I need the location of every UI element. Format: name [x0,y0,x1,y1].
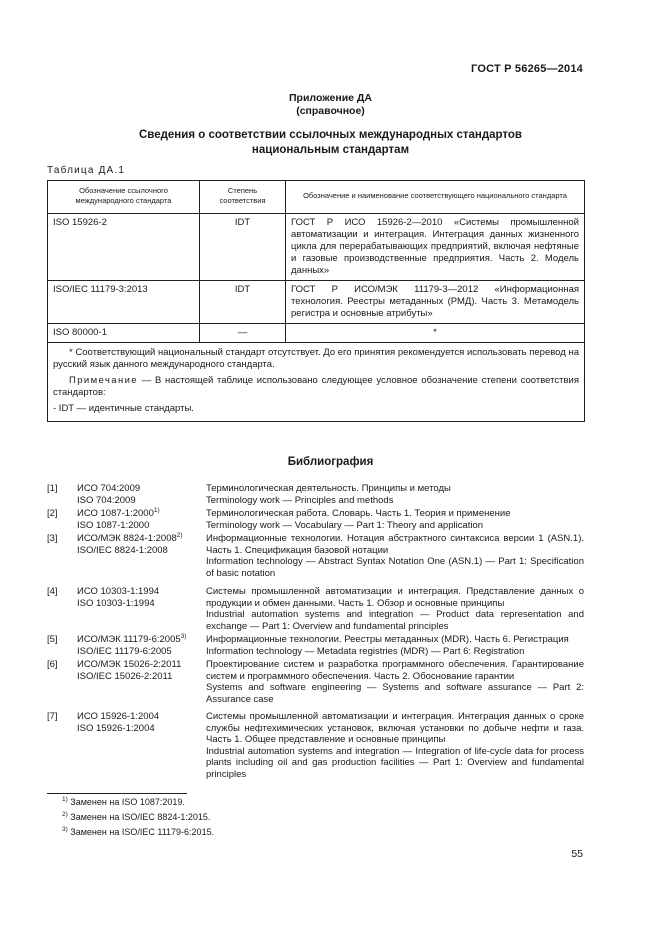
note-text: — В настоящей таблице использовано следующее условное обозначение степени соответствия стандартов: [53,375,579,398]
note-item: - IDT — идентичные стандарты. [53,403,194,414]
table-header-row [48,181,585,214]
entry-number: [3] [47,533,58,544]
table-note [53,375,579,399]
footnote-ref: 1) [153,507,160,514]
entry-title-ru: Информационные технологии. Нотация абстрактного синтаксиса версии 1 (ASN.1). Часть 1. Спецификация базовой нотации [206,533,584,556]
entry-codes [77,659,207,682]
entry-title-en: Systems and software engineering — Systems and software assurance — Part 2: Assurance case [206,682,584,705]
table-row [48,281,585,324]
footnote [62,812,210,823]
cell-degree: IDT [200,214,286,281]
entry-description [206,711,584,780]
entry-title-en: Industrial automation systems and integration — Integration of life-cycle data for process plants including oil and gas production facilities — Part 1: Overview and fundamental principles [206,745,584,780]
entry-codes [77,508,207,531]
entry-code-text: ИСО/МЭК 8824-1:2008 [77,533,177,544]
entry-description [206,586,584,632]
section-title-line2: национальным стандартам [251,144,410,156]
entry-code-text: ИСО 1087-1:2000 [77,508,154,519]
footnote-mark: 2) [62,811,68,818]
footnote-text: Заменен на ISO/IEC 11179-6:2015. [70,827,215,837]
entry-title-en: Information technology — Metadata registries (MDR) — Part 6: Registration [206,645,525,657]
entry-code-ru [77,634,207,646]
entry-title-ru: Информационные технологии. Реестры метаданных (MDR). Часть 6. Регистрация [206,634,569,645]
header-intl-standard: Обозначение ссылочного международного стандарта [48,181,200,214]
entry-number: [7] [47,711,58,722]
entry-codes [77,634,207,657]
entry-description [206,659,584,705]
entry-code-ru: ИСО 15926-1:2004 [77,711,160,722]
entry-code-ru [77,533,207,545]
entry-code-en: ISO 10303-1:1994 [77,597,155,609]
footnote-ref: 2) [176,532,183,539]
entry-code-en: ISO/IEC 11179-6:2005 [77,645,172,657]
section-title [0,128,661,158]
annex-title: Приложение ДА [289,92,372,104]
cell-intl: ISO 15926-2 [48,214,200,281]
footnote-mark: 1) [62,796,68,803]
entry-description [206,483,584,506]
entry-code-text: ИСО/МЭК 11179-6:2005 [77,634,181,645]
footnote [62,797,185,808]
annex-heading [0,92,661,118]
section-title-line1: Сведения о соответствии ссылочных международных стандартов [138,129,522,141]
table-row [48,324,585,343]
footnote-ref: 3) [180,633,187,640]
table-notes-row [48,343,585,422]
cell-national: ГОСТ Р ИСО/МЭК 11179-3—2012 «Информационная технология. Реестры метаданных (РМД). Часть 3. Метамодель регистра и основные атрибуты» [286,281,585,324]
cell-intl: ISO/IEC 11179-3:2013 [48,281,200,324]
annex-subtitle: (справочное) [296,105,365,117]
page-number: 55 [571,848,583,860]
entry-code-en: ISO/IEC 8824-1:2008 [77,544,168,556]
header-national-standard: Обозначение и наименование соответствующего национального стандарта [286,181,585,214]
entry-title-en: Information technology — Abstract Syntax Notation One (ASN.1) — Part 1: Specification of basic notation [206,556,584,579]
table-notes [48,343,585,422]
entry-code-en: ISO/IEC 15026-2:2011 [77,670,173,682]
entry-title-ru: Терминологическая деятельность. Принципы и методы [206,483,451,494]
entry-code-en: ISO 15926-1:2004 [77,722,155,734]
entry-description [206,508,584,531]
entry-number: [5] [47,634,58,645]
entry-title-ru: Системы промышленной автоматизации и интеграция. Представление данных о продукции и обмен данными. Часть 1. Обзор и основные принципы [206,586,584,609]
entry-number: [2] [47,508,58,519]
bibliography-title: Библиография [287,456,374,468]
entry-codes [77,533,207,556]
entry-number: [4] [47,586,58,597]
entry-code-en: ISO 704:2009 [77,494,136,506]
entry-codes [77,711,207,734]
footnote-text: Заменен на ISO 1087:2019. [70,797,185,807]
cell-intl: ISO 80000-1 [48,324,200,343]
entry-codes [77,483,207,506]
entry-description [206,634,584,657]
table-footnote: * Соответствующий национальный стандарт отсутствует. До его принятия рекомендуется использовать перевод на русский язык данного международного стандарта. [53,347,579,370]
footnote-divider [47,793,187,794]
entry-number: [6] [47,659,58,670]
header-degree: Степень соответствия [200,181,286,214]
entry-code-ru: ИСО 704:2009 [77,483,141,494]
document-code: ГОСТ Р 56265—2014 [471,63,583,75]
footnote-text: Заменен на ISO/IEC 8824-1:2015. [70,812,211,822]
entry-title-en: Terminology work — Vocabulary — Part 1: Theory and application [206,519,484,531]
footnote [62,827,214,838]
entry-description [206,533,584,579]
correspondence-table [47,180,585,422]
cell-national: ГОСТ Р ИСО 15926-2—2010 «Системы промышленной автоматизации и интеграция. Интеграция данных жизненного цикла для перерабатывающих предприятий, включая нефтяные и газовые производственные предприятия. Часть 2. Модель данных» [286,214,585,281]
footnote-mark: 3) [62,826,68,833]
entry-title-en: Terminology work — Principles and methods [206,494,394,506]
note-label: Примечание [69,375,138,386]
entry-code-ru: ИСО/МЭК 15026-2:2011 [77,659,182,670]
entry-title-en: Industrial automation systems and integration — Product data representation and exchange — Part 1: Overview and fundamental principles [206,609,584,632]
entry-code-ru [77,508,207,520]
entry-code-ru: ИСО 10303-1:1994 [77,586,160,597]
entry-code-en: ISO 1087-1:2000 [77,519,150,531]
entry-title-ru: Системы промышленной автоматизации и интеграция. Интеграция данных о сроке службы нефтехимических установок, включая установки по добыче нефти и газа. Часть 1. Общее представление и основные принципы [206,711,584,745]
cell-national: * [286,324,585,343]
entry-number: [1] [47,483,58,494]
entry-codes [77,586,207,609]
table-row [48,214,585,281]
cell-degree: — [200,324,286,343]
entry-title-ru: Терминологическая работа. Словарь. Часть 1. Теория и применение [206,508,511,519]
table-caption: Таблица ДА.1 [47,165,126,176]
cell-degree: IDT [200,281,286,324]
entry-title-ru: Проектирование систем и разработка программного обеспечения. Гарантирование систем и программного обеспечения. Часть 2. Обоснование гарантии [206,659,584,682]
